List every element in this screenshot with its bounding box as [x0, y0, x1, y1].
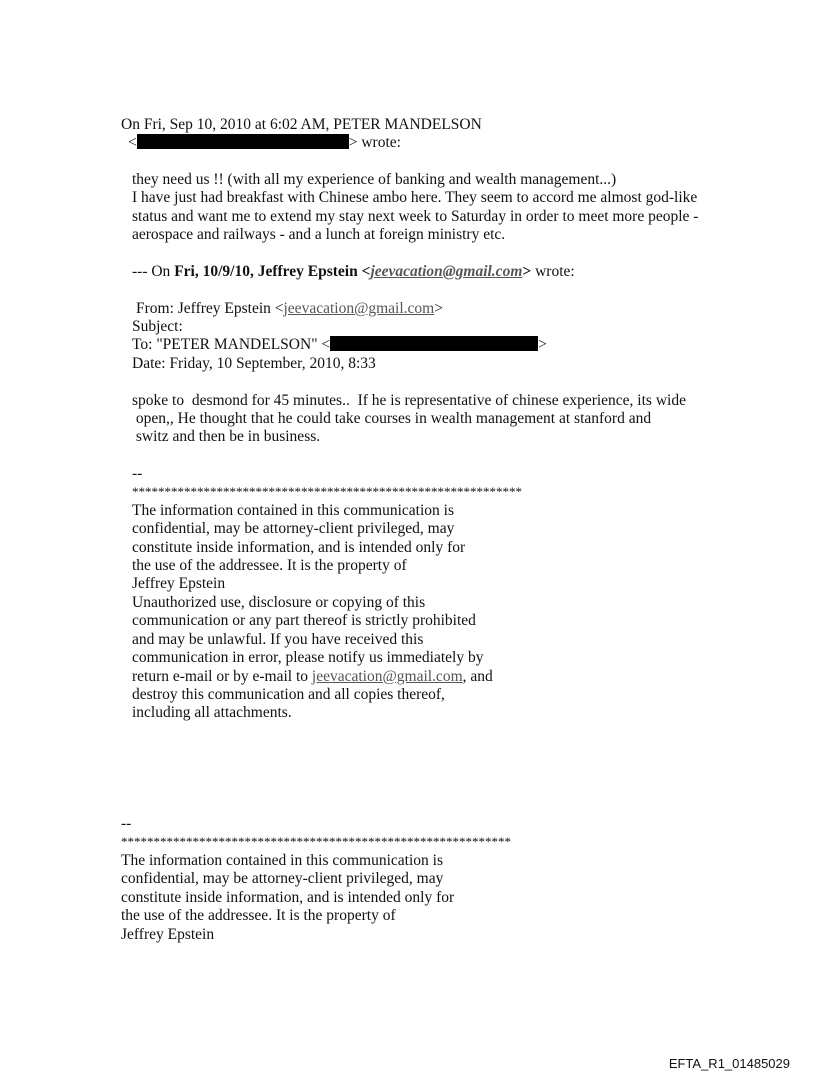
sig1-dash: -- [132, 465, 143, 482]
sig1-line: and may be unlawful. If you have received this [132, 631, 424, 648]
quote-date: Fri, 10/9/10, Jeffrey Epstein < [174, 263, 371, 280]
quote-header [132, 263, 575, 281]
quote-suffix: wrote: [531, 263, 575, 280]
body-line-1: spoke to desmond for 45 minutes.. If he is representative of chinese experience, its wide [132, 392, 686, 409]
sig1-line: constitute inside information, and is intended only for [132, 539, 466, 556]
reply-line-4: aerospace and railways - and a lunch at foreign ministry etc. [132, 226, 506, 243]
meta-subject: Subject: [132, 318, 183, 335]
meta-from-email[interactable]: jeevacation@gmail.com [283, 300, 435, 317]
meta-from [136, 300, 443, 318]
sig2-dash: -- [121, 815, 132, 832]
redacted-email [137, 134, 349, 149]
reply-line-3: status and want me to extend my stay next week to Saturday in order to meet more people - [132, 208, 699, 225]
quote-close: > [522, 263, 532, 280]
sig1-line: Unauthorized use, disclosure or copying of this [132, 594, 426, 611]
sig1-line: destroy this communication and all copies thereof, [132, 686, 445, 703]
sig1-return-line [132, 668, 493, 686]
reply-line-1: they need us !! (with all my experience of banking and wealth management...) [132, 171, 617, 188]
sig1-line: communication or any part thereof is strictly prohibited [132, 612, 476, 629]
body-line-2: open,, He thought that he could take courses in wealth management at stanford and [132, 410, 652, 427]
header-line-1: On Fri, Sep 10, 2010 at 6:02 AM, PETER MANDELSON [121, 116, 482, 133]
sig2-stars: ************************************************************ [121, 834, 511, 849]
header-wrote: > wrote: [348, 134, 401, 151]
sig2-line: The information contained in this communication is [121, 852, 443, 869]
sig1-stars: ************************************************************ [132, 484, 522, 499]
meta-date: Date: Friday, 10 September, 2010, 8:33 [132, 355, 376, 372]
sig1-return-email[interactable]: jeevacation@gmail.com [311, 668, 463, 685]
sig2-line: confidential, may be attorney-client privileged, may [121, 870, 444, 887]
meta-from-close: > [434, 300, 443, 317]
reply-line-2: I have just had breakfast with Chinese ambo here. They seem to accord me almost god-like [132, 189, 698, 206]
header-open-bracket: < [128, 134, 137, 151]
sig1-line: the use of the addressee. It is the property of [132, 557, 407, 574]
sig1-line: The information contained in this communication is [132, 502, 454, 519]
meta-to [132, 336, 547, 354]
redacted-to-email [330, 336, 538, 351]
meta-to-close: > [538, 336, 547, 353]
sig2-line: Jeffrey Epstein [121, 926, 215, 943]
meta-to-label: To: "PETER MANDELSON" < [132, 336, 331, 353]
sig1-line: communication in error, please notify us immediately by [132, 649, 484, 666]
sig1-line: including all attachments. [132, 704, 292, 721]
body-line-3: switz and then be in business. [132, 428, 321, 445]
sig1-return-prefix: return e-mail or by e-mail to [132, 668, 312, 685]
header-line-2 [128, 134, 401, 152]
sig1-return-suffix: , and [462, 668, 493, 685]
sig2-line: the use of the addressee. It is the property of [121, 907, 396, 924]
sig2-line: constitute inside information, and is intended only for [121, 889, 455, 906]
sig1-line: Jeffrey Epstein [132, 575, 226, 592]
sig1-line: confidential, may be attorney-client privileged, may [132, 520, 455, 537]
quote-email-link[interactable]: jeevacation@gmail.com [370, 263, 523, 280]
document-id: EFTA_R1_01485029 [668, 1056, 790, 1071]
meta-from-label: From: Jeffrey Epstein < [136, 300, 284, 317]
quote-prefix: --- On [132, 263, 175, 280]
